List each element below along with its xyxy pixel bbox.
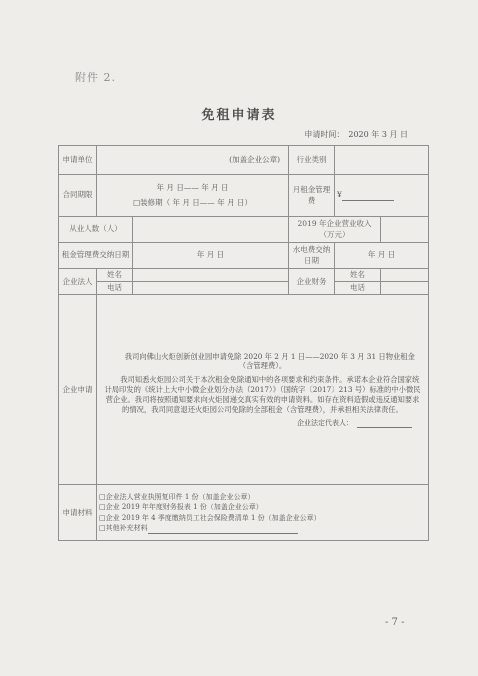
rent-pay-date-label: 租金管理费交纳日期 xyxy=(59,243,133,269)
other-materials-line xyxy=(148,525,298,534)
material-item-insurance[interactable]: □企业 2019 年 4 季度缴纳员工社会保险费清单 1 份（加盖企业公章） xyxy=(99,513,321,522)
application-label: 企业申请 xyxy=(59,295,97,485)
utility-pay-date-label: 水电费交纳日期 xyxy=(289,243,335,269)
applicant-label: 申请单位 xyxy=(59,146,97,175)
materials-list xyxy=(97,485,429,541)
legal-name-label: 姓名 xyxy=(97,269,133,282)
page-number: - 7 - xyxy=(385,617,405,628)
monthly-rent-line xyxy=(342,192,394,201)
application-form-table xyxy=(58,145,429,541)
revenue-label: 2019 年企业营业收入（万元） xyxy=(289,217,381,243)
page-title: 免租申请表 xyxy=(201,108,277,123)
contract-field[interactable] xyxy=(97,175,289,217)
apply-time xyxy=(300,129,408,140)
rent-pay-date-field[interactable]: 年 月 日 xyxy=(133,243,289,269)
industry-field[interactable] xyxy=(335,146,429,175)
staff-count-field[interactable] xyxy=(133,217,289,243)
utility-pay-date-field[interactable]: 年 月 日 xyxy=(335,243,429,269)
legal-name-field[interactable] xyxy=(133,269,289,282)
material-item-financial[interactable]: □企业 2019 年年度财务报表 1 份（加盖企业公章） xyxy=(99,503,263,512)
signature-line[interactable] xyxy=(357,419,412,428)
finance-name-field[interactable] xyxy=(381,269,429,282)
monthly-rent-field[interactable] xyxy=(335,175,429,217)
currency-symbol: ¥ xyxy=(337,190,342,200)
finance-name-label: 姓名 xyxy=(335,269,381,282)
applicant-field[interactable]: (加盖企业公章) xyxy=(97,146,289,175)
contract-label: 合同期限 xyxy=(59,175,97,217)
legal-person-label: 企业法人 xyxy=(59,269,97,295)
apply-time-value: 2020 年 3 月 日 xyxy=(348,130,408,139)
material-item-license[interactable]: □企业法人营业执照复印件 1 份（加盖企业公章） xyxy=(99,492,255,501)
signature-label: 企业法定代表人： xyxy=(297,418,354,427)
material-other-label: □其他补充材料 xyxy=(99,524,148,533)
legal-phone-field[interactable] xyxy=(133,282,289,295)
renovation-period: □装修期（ 年 月 日—— 年 月 日） xyxy=(133,198,252,207)
revenue-field[interactable] xyxy=(381,217,429,243)
contract-period: 年 月 日—— 年 月 日 xyxy=(156,182,229,192)
legal-phone-label: 电话 xyxy=(97,282,133,295)
finance-phone-label: 电话 xyxy=(335,282,381,295)
signature-row xyxy=(103,419,422,428)
staff-count-label: 从业人数（人） xyxy=(59,217,133,243)
application-statement xyxy=(97,295,429,485)
attachment-label: 附件 2. xyxy=(75,71,116,84)
finance-label: 企业财务 xyxy=(289,269,335,295)
industry-label: 行业类别 xyxy=(289,146,335,175)
material-item-other[interactable] xyxy=(99,523,426,534)
application-paragraph-2: 我司知悉火炬园公司关于本次租金免除通知中的各项要求和约束条件。承诺本企业符合国家统计局印发的《统计上大中小微企业划分办法（2017）》（国统字〔2017〕213 号）标准的中小微民营企业。我司将按照通知要求向火炬园递交真实有效的申请资料。如存在资料造假或违反通知要求的情况，我司同意退还火炬园公司免除的全部租金（含管理费），并承担相关法律责任。 xyxy=(104,375,421,414)
materials-label: 申请材料 xyxy=(59,485,97,541)
finance-phone-field[interactable] xyxy=(381,282,429,295)
apply-time-label: 申请时间： xyxy=(304,130,345,139)
monthly-rent-label: 月租金管理费 xyxy=(289,175,335,217)
application-paragraph-1: 我司向佛山火炬创新创业园申请免除 2020 年 2 月 1 日——2020 年 3 月 31 日物业租金（含管理费）。 xyxy=(124,351,415,371)
